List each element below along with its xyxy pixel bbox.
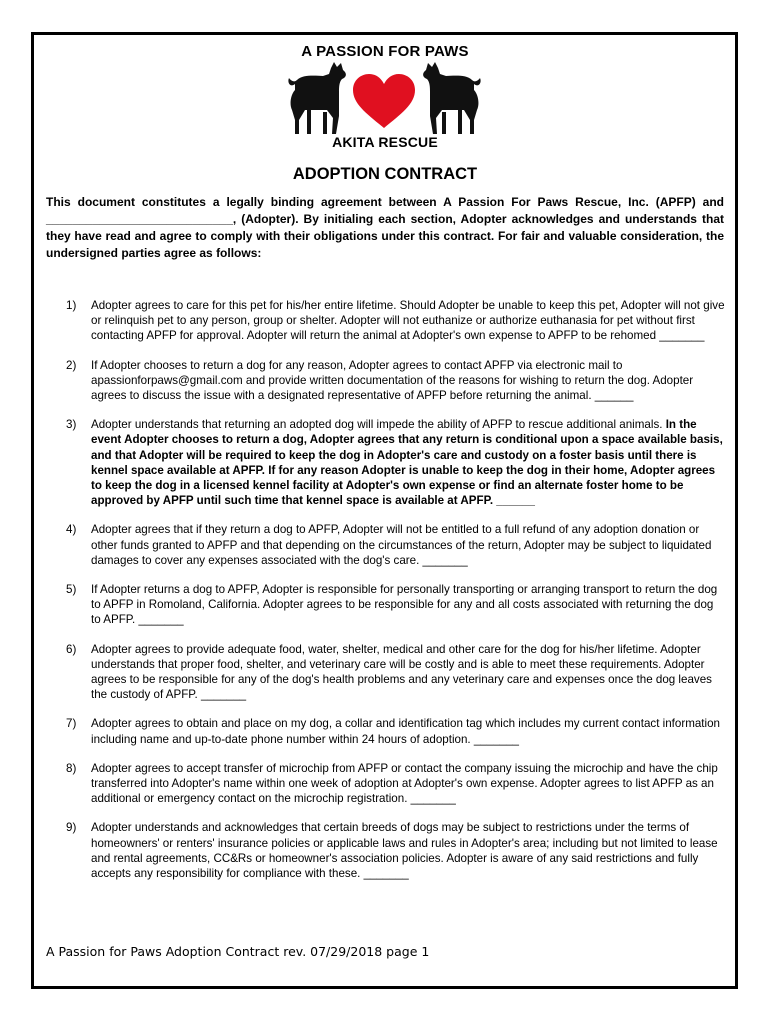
clause-7 bbox=[46, 716, 726, 746]
clause-text: If Adopter chooses to return a dog for any reason, Adopter agrees to contact APFP via electronic mail to apassionforpaws@gmail.com and provide written documentation of the reasons for wishing to return the dog. Adopter agrees to discuss the issue with a designated representative of APFP before returning the animal. ______ bbox=[91, 358, 694, 403]
left-dog-icon bbox=[288, 62, 346, 134]
intro-paragraph: This document constitutes a legally binding agreement between A Passion For Paws Rescue, Inc. (APFP) and ____________________________, (Adopter). By initialing each section, Adopter acknowledges and understands that they have read and agree to comply with their obligations under this contract. For fair and valuable consideration, the undersigned parties agree as follows: bbox=[46, 195, 724, 260]
clause-text: Adopter agrees to care for this pet for his/her entire lifetime. Should Adopter be unable to keep this pet, Adopter will not give or relinquish pet to any person, group or shelter. Adopter will not euthanize or authorize euthanasia for pet without first contacting APFP for approval. Adopter will return the animal at Adopter's own expense to APFP to be rehomed _______ bbox=[91, 299, 725, 343]
akita-rescue-logo bbox=[287, 62, 482, 134]
clause-2 bbox=[46, 358, 726, 404]
clause-number: 1) bbox=[66, 299, 77, 312]
clause-4 bbox=[46, 522, 726, 568]
clause-number: 4) bbox=[66, 523, 77, 537]
logo-title: A PASSION FOR PAWS bbox=[301, 43, 469, 60]
clause-1 bbox=[46, 298, 726, 344]
right-dog-icon bbox=[423, 62, 481, 134]
clause-bold-text: In the event Adopter chooses to return a dog, Adopter agrees that any return is conditional upon a space available basis, and that Adopter will be required to keep the dog in Adopter's care and custody on a foster basis until there is kennel space available at APFP. If for any reason Adopter is unable to keep the dog in their home, Adopter agrees to keep the dog in a licensed kennel facility at Adopter's own expense or find an alternate foster home to be approved by APFP until such time that kennel space is available at APFP. ______ bbox=[91, 418, 723, 508]
clause-9 bbox=[46, 820, 726, 881]
heart-icon bbox=[353, 74, 415, 128]
clause-number: 3) bbox=[66, 418, 77, 432]
clause-number: 8) bbox=[66, 761, 77, 775]
clause-text: Adopter understands that returning an adopted dog will impede the ability of APFP to rescue additional animals. bbox=[91, 418, 663, 432]
document-title: ADOPTION CONTRACT bbox=[292, 165, 478, 183]
clause-number: 9) bbox=[66, 821, 77, 835]
clause-number: 6) bbox=[66, 642, 77, 656]
clause-number: 2) bbox=[66, 358, 77, 372]
logo-subtitle: AKITA RESCUE bbox=[332, 134, 438, 150]
clause-6 bbox=[46, 642, 726, 703]
clause-text: Adopter agrees to obtain and place on my dog, a collar and identification tag which includes my current contact information including name and up-to-date phone number within 24 hours of adoption. _______ bbox=[91, 717, 721, 746]
clause-text: Adopter agrees that if they return a dog to APFP, Adopter will not be entitled to a full refund of any adoption donation or other funds granted to APFP and that depending on the circumstances of the return, Adopter may be subject to liquidated damages to cover any expenses associated with the dog's care. _______ bbox=[91, 523, 712, 567]
clause-list bbox=[46, 298, 726, 895]
clause-number: 5) bbox=[66, 583, 77, 597]
clause-text: Adopter understands and acknowledges that certain breeds of dogs may be subject to restrictions under the terms of homeowners' or renters' insurance policies or applicable laws and rules in Adopter's area; including but not limited to lease and rental agreements, CC&Rs or homeowner's association policies. Adopter is aware of any said restrictions and fully accepts any responsibility for compliance with these. _______ bbox=[91, 821, 718, 881]
clause-number: 7) bbox=[66, 717, 77, 731]
page-footer: A Passion for Paws Adoption Contract rev. 07/29/2018 page 1 bbox=[46, 944, 430, 959]
clause-3 bbox=[46, 417, 726, 508]
clause-5 bbox=[46, 582, 726, 628]
clause-text: Adopter agrees to provide adequate food, water, shelter, medical and other care for the dog for his/her lifetime. Adopter understands that proper food, shelter, and veterinary care will be costly and is able to meet these requirements. Adopter agrees to be responsible for any of the dog's health problems and any veterinary care and expenses once the dog leaves the custody of APFP. _______ bbox=[91, 642, 712, 702]
clause-text: Adopter agrees to accept transfer of microchip from APFP or contact the company issuing the microchip and have the chip transferred into Adopter's name within one week of adoption at Adopter's own expense. Adopter agrees to list APFP as an additional or emergency contact on the microchip registration. _______ bbox=[91, 761, 718, 806]
clause-8 bbox=[46, 761, 726, 807]
clause-text: If Adopter returns a dog to APFP, Adopter is responsible for personally transporting or arranging transport to return the dog to APFP in Romoland, California. Adopter agrees to be responsible for any and all costs associated with returning the dog to APFP. _______ bbox=[91, 583, 718, 627]
